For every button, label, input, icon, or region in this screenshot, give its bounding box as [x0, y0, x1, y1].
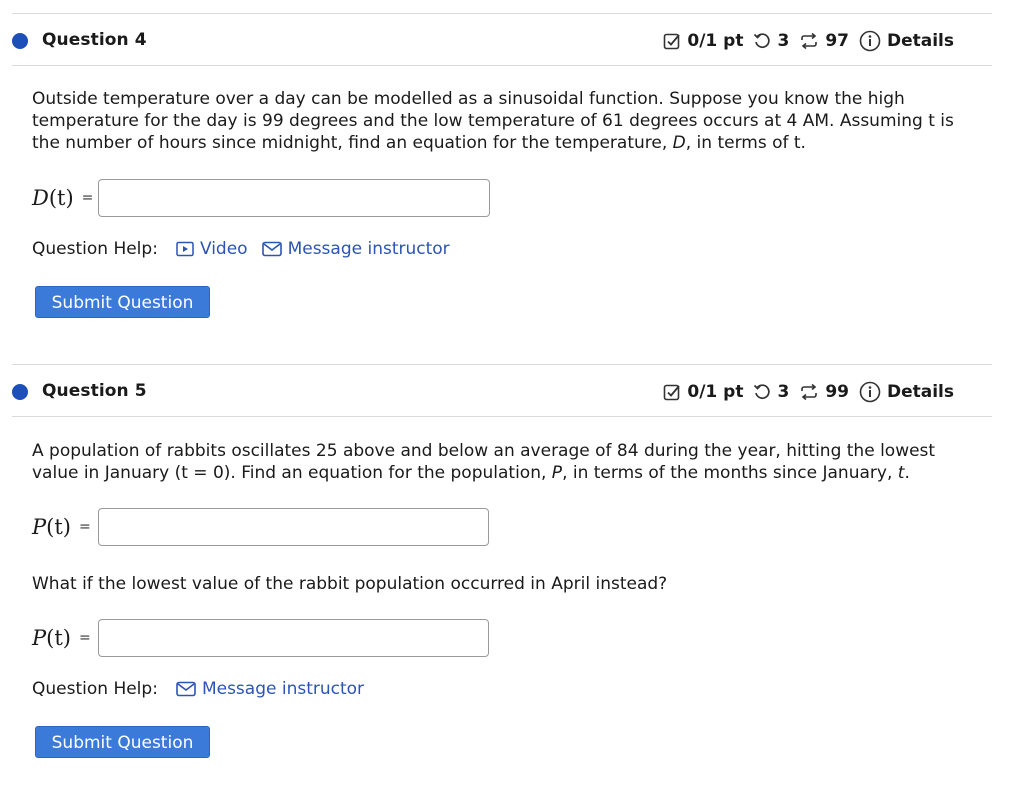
- message-instructor-link[interactable]: Message instructor: [176, 679, 364, 699]
- checkbox-icon: [663, 383, 681, 401]
- answer-label: P(t): [32, 626, 71, 650]
- attempts-count: 99: [825, 382, 849, 402]
- question-prompt: [32, 440, 982, 484]
- prompt-text: .: [904, 463, 910, 483]
- video-icon: [176, 241, 194, 257]
- prompt-variable: P: [551, 463, 563, 483]
- question-help: [32, 239, 450, 259]
- info-icon[interactable]: [859, 381, 881, 403]
- attempts-count: 97: [825, 31, 849, 51]
- question-status-dot: [12, 384, 28, 400]
- prompt-text: , in terms of the months since January,: [562, 463, 898, 483]
- attempts-icon: [799, 383, 819, 401]
- divider: [12, 65, 992, 66]
- question-title: Question 4: [42, 30, 147, 50]
- submit-question-button[interactable]: Submit Question: [35, 286, 210, 318]
- retries-count: 3: [777, 31, 790, 51]
- answer-row: [32, 506, 91, 548]
- submit-question-button[interactable]: Submit Question: [35, 726, 210, 758]
- envelope-icon: [176, 681, 196, 697]
- answer-input[interactable]: [98, 619, 489, 657]
- question-meta: [663, 381, 954, 403]
- question-help-label: Question Help:: [32, 679, 158, 699]
- score-text: 0/1 pt: [687, 382, 744, 402]
- details-link[interactable]: Details: [886, 382, 954, 402]
- details-link[interactable]: Details: [886, 31, 954, 51]
- equals-sign: =: [78, 519, 91, 535]
- checkbox-icon: [663, 32, 681, 50]
- answer-row: [32, 617, 91, 659]
- question-prompt: [32, 88, 982, 154]
- retry-icon: [753, 383, 771, 401]
- answer-label: P(t): [32, 515, 71, 539]
- equals-sign: =: [81, 190, 94, 206]
- answer-input[interactable]: [98, 179, 490, 217]
- info-icon[interactable]: [859, 30, 881, 52]
- question-meta: [663, 30, 954, 52]
- divider: [12, 13, 992, 14]
- video-link[interactable]: Video: [176, 239, 248, 259]
- question-header: [0, 28, 1000, 58]
- question-help: [32, 679, 364, 699]
- divider: [12, 364, 992, 365]
- envelope-icon: [262, 241, 282, 257]
- equals-sign: =: [78, 630, 91, 646]
- question-header: [0, 379, 1000, 409]
- followup-question: What if the lowest value of the rabbit population occurred in April instead?: [32, 574, 668, 594]
- answer-label: D(t): [32, 186, 74, 210]
- message-instructor-link[interactable]: Message instructor: [262, 239, 450, 259]
- prompt-text: , in terms of t.: [685, 133, 806, 153]
- divider: [12, 416, 992, 417]
- prompt-variable: t: [897, 463, 905, 483]
- prompt-text: Outside temperature over a day can be modelled as a sinusoidal function. Suppose you know the high temperature for the day is 99 degrees and the low temperature of 61 degrees occurs at 4 AM. Assuming t is the number of hours since midnight, find an equation for the temperature,: [32, 89, 954, 153]
- question-title: Question 5: [42, 381, 147, 401]
- answer-input[interactable]: [98, 508, 489, 546]
- prompt-text: A population of rabbits oscillates 25 above and below an average of 84 during the year, hitting the lowest value in January (t = 0). Find an equation for the population,: [32, 441, 936, 483]
- retry-icon: [753, 32, 771, 50]
- prompt-variable: D: [672, 133, 686, 153]
- question-status-dot: [12, 33, 28, 49]
- retries-count: 3: [777, 382, 790, 402]
- question-help-label: Question Help:: [32, 239, 158, 259]
- answer-row: [32, 177, 93, 219]
- attempts-icon: [799, 32, 819, 50]
- score-text: 0/1 pt: [687, 31, 744, 51]
